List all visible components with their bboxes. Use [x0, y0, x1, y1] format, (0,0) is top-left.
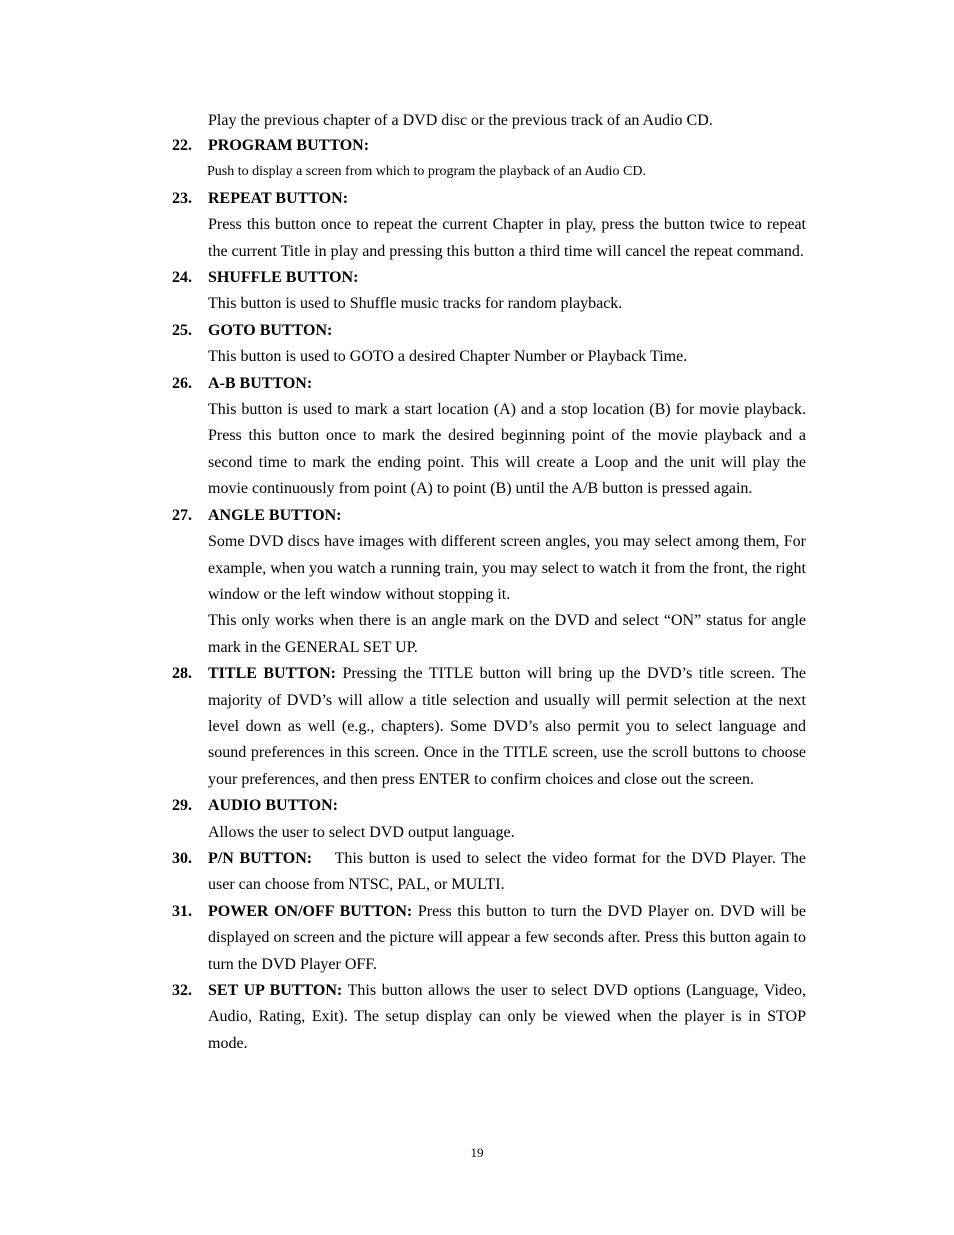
- entry-title: POWER ON/OFF BUTTON:: [208, 902, 413, 920]
- entry-number: 25.: [172, 321, 192, 339]
- entry-description: Pressing the TITLE button will bring up the DVD’s title screen. The majority of DVD’s will allow a title selection and usually will permit selection at the next level down as well (e.g., chapters). Some DVD’s also permit you to select language and sound preferences in this screen. Once in the TITLE screen, use the scroll buttons to choose your preferences, and then press ENTER to confirm choices and close out the screen.: [208, 665, 807, 788]
- entry-description: This button allows the user to select DVD options (Language, Video, Audio, Rating, Exit). The setup display can only be viewed when the player is in STOP mode.: [208, 982, 807, 1052]
- entry-title: SET UP BUTTON:: [208, 982, 343, 999]
- entry-number: 26.: [172, 374, 192, 392]
- entry-number: 22.: [172, 137, 192, 154]
- entry-pn-button: [0, 846, 954, 899]
- entry-angle-button: [0, 503, 954, 661]
- entry-title: REPEAT BUTTON:: [208, 189, 349, 207]
- entry-number: 27.: [172, 506, 192, 524]
- entry-number: 28.: [172, 665, 192, 683]
- intro-text: Play the previous chapter of a DVD disc or the previous track of an Audio CD.: [208, 112, 713, 129]
- entry-description: Some DVD discs have images with different screen angles, you may select among them, For example, when you watch a running train, you may select to watch it from the front, the right window or the left window without stopping it.: [208, 533, 806, 603]
- entry-title: GOTO BUTTON:: [208, 321, 333, 339]
- entry-number: 32.: [172, 982, 192, 999]
- entry-repeat-button: [0, 186, 954, 265]
- entry-title: P/N BUTTON:: [208, 849, 313, 867]
- entry-number: 31.: [172, 902, 192, 920]
- entry-title: TITLE BUTTON:: [208, 665, 336, 683]
- entry-number: 23.: [172, 189, 192, 207]
- entry-description: Press this button once to repeat the current Chapter in play, press the button twice to repeat the current Title in play and pressing this button a third time will cancel the repeat command.: [208, 216, 806, 260]
- entry-goto-button: [0, 318, 954, 371]
- page-number: 19: [470, 1145, 484, 1160]
- entry-number: 30.: [172, 849, 192, 867]
- entry-title: ANGLE BUTTON:: [208, 506, 342, 524]
- entry-description: Allows the user to select DVD output language.: [208, 823, 515, 841]
- entry-shuffle-button: [0, 265, 954, 318]
- entry-title: A-B BUTTON:: [208, 374, 313, 392]
- button-entry-list: [0, 133, 954, 1057]
- entry-description: This button is used to mark a start location (A) and a stop location (B) for movie playback. Press this button once to mark the desired beginning point of the movie playback and a second time to mark the ending point. This will create a Loop and the unit will play the movie continuously from point (A) to point (B) until the A/B button is pressed again.: [208, 401, 806, 498]
- entry-description: Push to display a screen from which to program the playback of an Audio CD.: [207, 164, 646, 180]
- entry-description: This button is used to GOTO a desired Chapter Number or Playback Time.: [208, 348, 688, 366]
- entry-audio-button: [0, 793, 954, 846]
- entry-setup-button: [0, 978, 954, 1057]
- entry-description: This button is used to select the video format for the DVD Player. The user can choose from NTSC, PAL, or MULTI.: [208, 849, 810, 894]
- entry-title: SHUFFLE BUTTON:: [208, 269, 359, 287]
- entry-ab-button: [0, 371, 954, 503]
- entry-description: This button is used to Shuffle music tracks for random playback.: [208, 295, 623, 313]
- entry-note: This only works when there is an angle mark on the DVD and select “ON” status for angle mark in the GENERAL SET UP.: [208, 612, 806, 656]
- entry-title: AUDIO BUTTON:: [208, 797, 338, 815]
- entry-number: 29.: [172, 797, 192, 815]
- entry-title: PROGRAM BUTTON:: [208, 137, 370, 154]
- entry-title-button: [0, 661, 954, 793]
- entry-number: 24.: [172, 269, 192, 287]
- entry-description: Press this button to turn the DVD Player on. DVD will be displayed on screen and the picture will appear a few seconds after. Press this button again to turn the DVD Player OFF.: [208, 902, 806, 973]
- entry-power-button: [0, 899, 954, 978]
- entry-program-button: [0, 133, 954, 186]
